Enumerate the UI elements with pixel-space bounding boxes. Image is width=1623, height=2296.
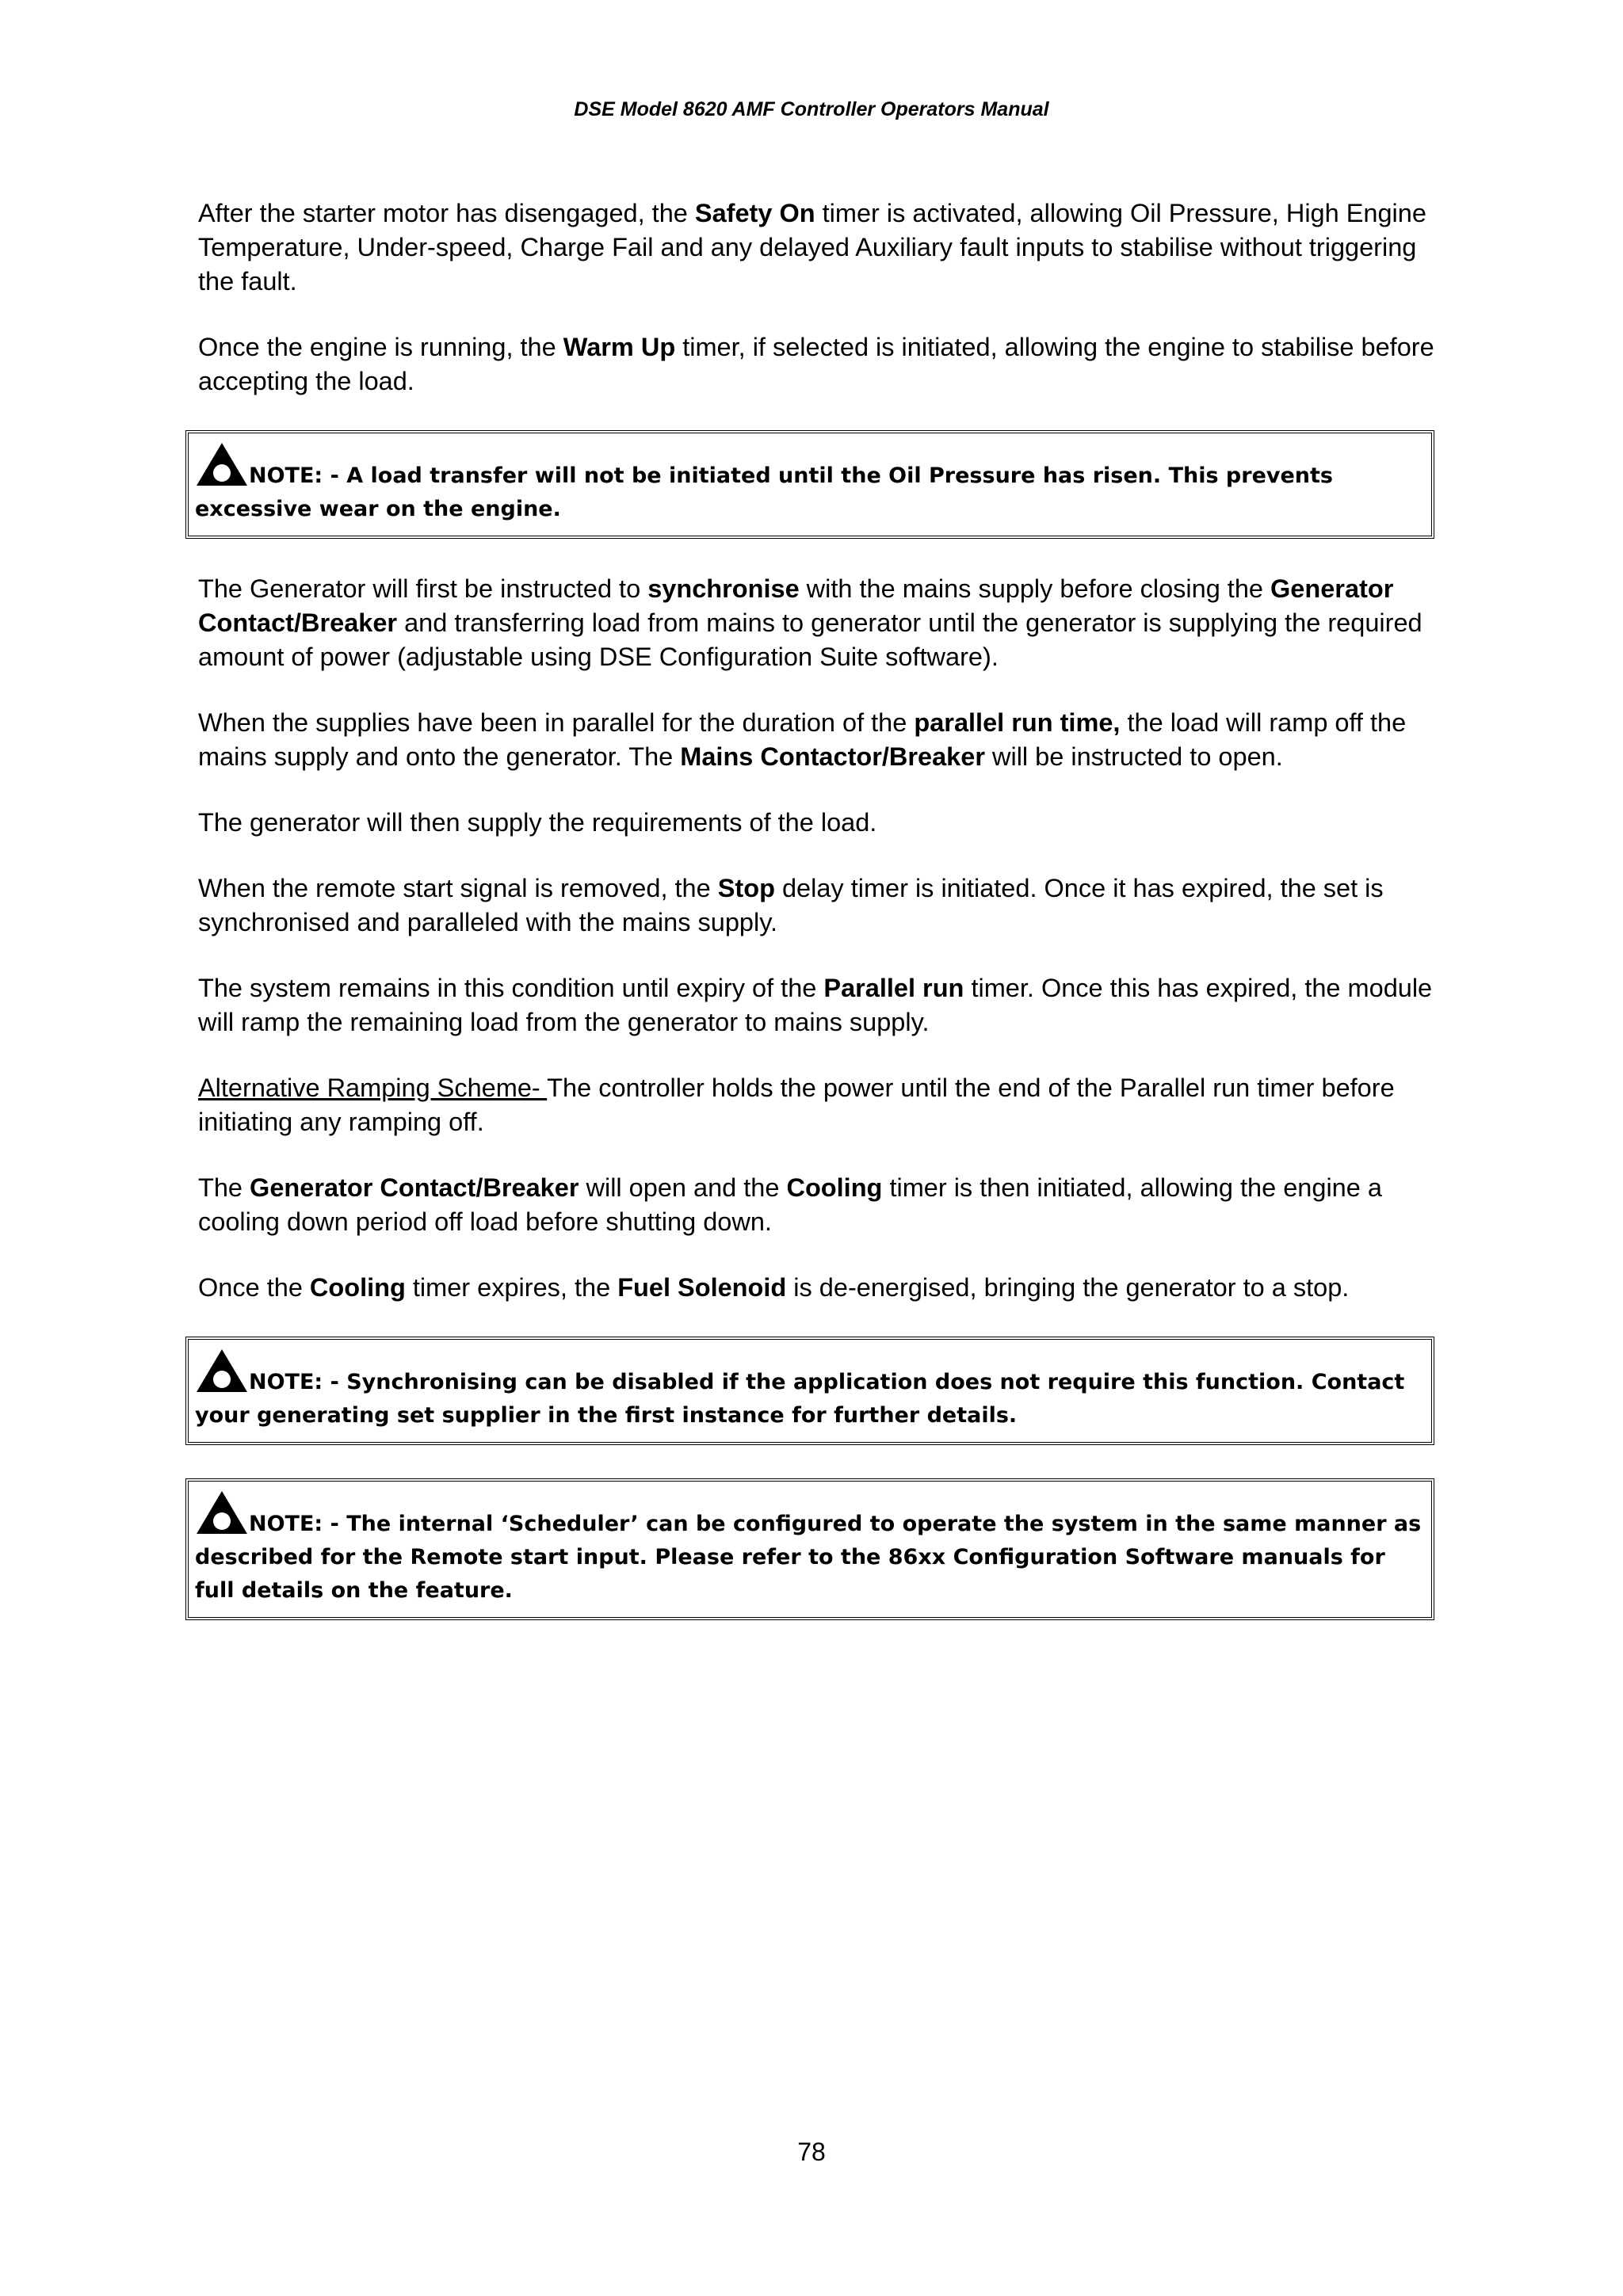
warning-triangle-icon [195,1348,249,1394]
paragraph-cooling-timer [198,1171,1450,1239]
text: timer expires, the [405,1273,618,1302]
paragraph-safety-on [198,196,1450,299]
text: timer is then initiated, allowing the engine a cooling down period off load before shutting down. [198,1173,1382,1236]
paragraph-parallel-run [198,971,1450,1039]
text: When the remote start signal is removed, the [198,874,718,902]
text: and transferring load from mains to generator until the generator is supplying the required amount of power (adjustable using DSE Configuration Suite software). [198,608,1423,671]
bold-text: Parallel run [823,974,964,1002]
bold-text: Fuel Solenoid [617,1273,787,1302]
text: timer is activated, allowing Oil Pressure, High Engine Temperature, Under-speed, Charge Fail and any delayed Auxiliary fault inputs to stabilise without triggering the fault. [198,199,1426,296]
paragraph-synchronise [198,572,1450,674]
text: Once the engine is running, the [198,333,563,361]
bold-text: Safety On [694,199,815,227]
text: the load will ramp off the mains supply and onto the generator. The [198,708,1407,771]
bold-text: Generator Contact/Breaker [198,574,1394,637]
text: The generator will then supply the requirements of the load. [198,808,877,837]
bold-text: Stop [717,874,775,902]
bold-text: parallel run time, [914,708,1121,737]
text: The controller holds the power until the end of the Parallel run timer before initiating any ramping off. [198,1074,1395,1136]
bold-text: synchronise [647,574,800,603]
text: timer. Once this has expired, the module will ramp the remaining load from the generator to mains supply. [198,974,1433,1036]
note-box-load-transfer [185,430,1434,539]
bold-text: Mains Contactor/Breaker [680,742,985,771]
text: timer, if selected is initiated, allowing the engine to stabilise before accepting the load. [198,333,1434,395]
paragraph-alternative-ramping [198,1071,1450,1139]
text: will open and the [579,1173,787,1202]
note-box-scheduler [185,1478,1434,1620]
warning-triangle-icon [195,441,249,487]
paragraph-warm-up [198,330,1450,399]
text: The Generator will first be instructed to [198,574,648,603]
bold-text: Generator Contact/Breaker [250,1173,579,1202]
text: Once the [198,1273,310,1302]
note-text: NOTE: - The internal ‘Scheduler’ can be configured to operate the system in the same manner as described for the Remote start input. Please refer to the 86xx Configuration Software manuals for full details on the feature. [195,1512,1422,1603]
warning-triangle-icon [195,1489,249,1535]
paragraph-stop-delay [198,871,1450,940]
text: with the mains supply before closing the [799,574,1271,603]
note-text: NOTE: - A load transfer will not be initiated until the Oil Pressure has risen. This prevents excessive wear on the engine. [195,463,1333,521]
text: will be instructed to open. [984,742,1283,771]
page-content [195,196,1450,1653]
bold-text: Cooling [309,1273,406,1302]
page-number: 78 [797,2138,826,2166]
text: After the starter motor has disengaged, the [198,199,695,227]
text: delay timer is initiated. Once it has expired, the set is synchronised and paralleled with the mains supply. [198,874,1384,936]
page-header: DSE Model 8620 AMF Controller Operators Manual [574,98,1049,120]
paragraph-generator-supply [198,806,1450,840]
bold-text: Cooling [786,1173,883,1202]
bold-text: Warm Up [563,333,676,361]
paragraph-parallel-run-time [198,706,1450,774]
paragraph-fuel-solenoid [198,1271,1450,1305]
note-text: NOTE: - Synchronising can be disabled if the application does not require this function. Contact your generating set supplier in the first instance for further details. [195,1370,1405,1428]
text: The system remains in this condition until expiry of the [198,974,824,1002]
text: When the supplies have been in parallel for the duration of the [198,708,915,737]
underlined-text: Alternative Ramping Scheme- [198,1074,548,1102]
text: The [198,1173,250,1202]
note-box-synchronising [185,1337,1434,1445]
text: is de-energised, bringing the generator to a stop. [786,1273,1350,1302]
